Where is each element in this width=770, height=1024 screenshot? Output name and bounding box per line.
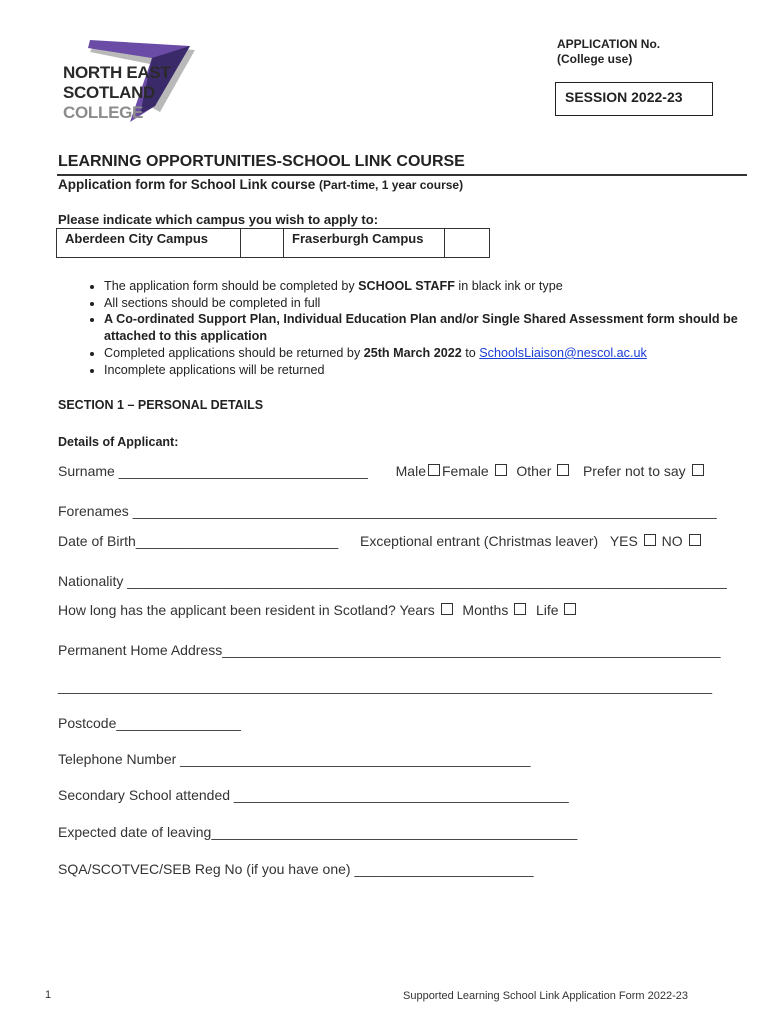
sqa-reg-field[interactable]: SQA/SCOTVEC/SEB Reg No (if you have one) _______________________: [58, 861, 534, 877]
male-checkbox[interactable]: [428, 464, 440, 476]
logo-line-1: NORTH EAST: [63, 63, 171, 82]
years-checkbox[interactable]: [441, 603, 453, 615]
section-1-heading: SECTION 1 – PERSONAL DETAILS: [58, 398, 264, 412]
surname-row: [58, 463, 706, 479]
nationality-field[interactable]: Nationality _____________________________________________________________________________: [58, 573, 727, 589]
subtitle-main: Application form for School Link course: [58, 177, 316, 192]
list-item: • Incomplete applications will be returned: [104, 362, 744, 379]
leaving-date-field[interactable]: Expected date of leaving_______________________________________________: [58, 824, 578, 840]
life-label: Life: [536, 602, 559, 618]
campus-table: [56, 228, 490, 258]
no-label: NO: [661, 533, 683, 549]
female-checkbox[interactable]: [495, 464, 507, 476]
no-checkbox[interactable]: [689, 534, 701, 546]
postcode-field[interactable]: Postcode________________: [58, 715, 241, 731]
life-checkbox[interactable]: [564, 603, 576, 615]
residency-row: [58, 602, 578, 618]
yes-checkbox[interactable]: [644, 534, 656, 546]
dob-field[interactable]: Date of Birth__________________________: [58, 533, 339, 549]
application-number-label: [557, 37, 660, 67]
campus-aberdeen-checkbox[interactable]: [241, 229, 284, 258]
female-label: Female: [442, 463, 489, 479]
male-label: Male: [395, 463, 426, 479]
address-field[interactable]: Permanent Home Address________________________________________________________________: [58, 642, 721, 658]
logo-line-3: COLLEGE: [63, 103, 144, 122]
list-item: • A Co-ordinated Support Plan, Individual Education Plan and/or Single Shared Assessment form should be attached to this application: [104, 311, 744, 344]
title-divider: [57, 174, 747, 176]
telephone-field[interactable]: Telephone Number _____________________________________________: [58, 751, 531, 767]
subtitle: [58, 177, 463, 192]
months-checkbox[interactable]: [514, 603, 526, 615]
list-item: • Completed applications should be returned by 25th March 2022 to SchoolsLiaison@nescol.ac.uk: [104, 345, 744, 362]
forenames-field[interactable]: Forenames ___________________________________________________________________________: [58, 503, 717, 519]
app-no-line1: APPLICATION No.: [557, 37, 661, 51]
app-no-line2: (College use): [557, 52, 633, 66]
months-label: Months: [462, 602, 509, 618]
logo-line-2: SCOTLAND: [63, 83, 156, 102]
footer-text: Supported Learning School Link Application Form 2022-23: [403, 990, 688, 1002]
campus-fraserburgh-label: Fraserburgh Campus: [284, 229, 445, 258]
session-box: SESSION 2022-23: [555, 82, 713, 116]
page-number: 1: [45, 989, 52, 1001]
campus-aberdeen-label: Aberdeen City Campus: [57, 229, 241, 258]
exceptional-label: Exceptional entrant (Christmas leaver): [360, 533, 599, 549]
list-item: • The application form should be completed by SCHOOL STAFF in black ink or type: [104, 278, 744, 295]
residency-question: How long has the applicant been resident in Scotland?: [58, 602, 396, 618]
campus-fraserburgh-checkbox[interactable]: [445, 229, 490, 258]
secondary-school-field[interactable]: Secondary School attended ___________________________________________: [58, 787, 569, 803]
prefer-checkbox[interactable]: [692, 464, 704, 476]
instructions-list: [82, 278, 744, 378]
address-line-2[interactable]: ____________________________________________________________________________________: [58, 678, 713, 694]
years-label: Years: [399, 602, 435, 618]
other-checkbox[interactable]: [557, 464, 569, 476]
prefer-label: Prefer not to say: [582, 463, 686, 479]
yes-label: YES: [609, 533, 638, 549]
surname-field[interactable]: Surname ________________________________: [58, 463, 368, 479]
subtitle-detail: (Part-time, 1 year course): [319, 178, 464, 192]
email-link[interactable]: SchoolsLiaison@nescol.ac.uk: [479, 345, 647, 360]
list-item: • All sections should be completed in full: [104, 295, 744, 312]
other-label: Other: [516, 463, 552, 479]
dob-row: [58, 533, 703, 549]
campus-question: Please indicate which campus you wish to apply to:: [58, 212, 379, 227]
page-title: LEARNING OPPORTUNITIES-SCHOOL LINK COURSE: [58, 153, 465, 170]
details-heading: Details of Applicant:: [58, 435, 179, 449]
